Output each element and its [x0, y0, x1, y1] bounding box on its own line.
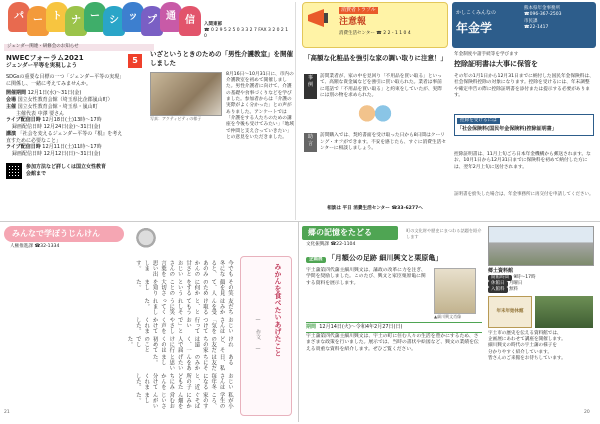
lecture-label: 講演	[6, 130, 17, 137]
pension-box-line: 「社会保険料(国民年金保険料)控除証明書」	[457, 126, 557, 133]
illustration	[355, 103, 395, 129]
hr-banner: みんなで学ぼうじんけん	[4, 226, 124, 242]
history-right-line: 皆さんのご来館をお待ちしています。	[488, 355, 566, 361]
hr-office: 人権推進課	[10, 244, 33, 249]
hand-letter: ー	[84, 2, 106, 32]
history-right-text	[488, 331, 594, 362]
history-right-line: 分かりやすく紹介しています。	[488, 349, 552, 355]
topic-title: 「月額公の足跡 細川興文と栗原亀」	[327, 254, 443, 262]
archive1-label: 録画配信日時	[12, 124, 43, 131]
partnership-section	[4, 2, 296, 220]
advice-body: 訪問購入では、契約書面を受け取った日から8日間はクーリング・オフができます。不安を感じたら、すぐに消費生活センターに相談しましょう。	[320, 133, 446, 152]
essay-paragraph: 今でも冬になると、あのみかんの甘さとおじいさんの言葉を思い出します。	[134, 260, 233, 277]
essay-paragraph: ある日、私は友だちにそのみかんをあげたいと思いました。	[151, 354, 233, 372]
period-label: 開催期間	[6, 90, 27, 97]
hours-label: 開館時間	[488, 275, 512, 281]
case-label: 事例	[304, 74, 317, 99]
garden-photo	[535, 296, 593, 328]
consumer-headline: 「高額な化粧品を強引な家の調い取りに注意！」	[304, 54, 447, 62]
plaque-text: 年末年始休館	[496, 308, 524, 314]
author-portrait	[130, 228, 162, 256]
admission-label: 入館料	[488, 287, 508, 293]
forum-subtitle: ジェンダー平等を実現しよう	[6, 63, 78, 70]
pension-phone: ☎096-367-2503	[524, 12, 562, 18]
pension-headline-small: 年金制度や諸手続等を学びます	[454, 52, 519, 57]
hand-letter: ッ	[122, 2, 144, 32]
pension-box-body: 控除証明書は、11月上旬ごろ日本年金機構から郵送されます。なお、10月1日から12月31日までに保険料を初めて納付した方には、翌年2月上旬に送付されます。	[454, 152, 591, 170]
photo-caption: 写真：アクティビティの様子	[150, 115, 202, 121]
hr-phone: ☎32-1334	[34, 244, 60, 249]
pension-body: その年の1月1日から12月31日までに納付した国民年金保険料は、社会保険料控除の対象になります。控除を受けるには、年末調整や確定申告の際に控除証明書を添付または提示する必要があります。	[454, 74, 594, 99]
history-body2: 宇土藩第四代藩主細川興文は、宇土の町に住む人々の生活を豊かにするため、さまざまな政策を行いました。展示では、当時の書状や絵図など、興文の業績を伝える貴重な資料を紹介します。ぜひご覧ください。	[306, 334, 479, 352]
museum-photo	[488, 226, 594, 266]
contact-note: 参加方法など詳しくは国立女性教育会館まで	[26, 164, 107, 177]
pension-org: 熊本県年金事務所	[524, 6, 560, 11]
consumer-footer: 相談は 平日 消費生活センター ☎33-6277へ	[327, 206, 423, 211]
pension-headline: 控除証明書は大事に保管を	[454, 60, 538, 68]
history-body1: 宇土藩第四代藩主細川興文は、藩政の改革に力を注ぎ、学問を奨励しました。このたび、興文と家臣栗原亀に関する資料を展示します。	[306, 268, 426, 286]
closed-value: 月曜日	[508, 280, 523, 286]
pension-box-title: 控除を受けるには	[457, 118, 500, 124]
consumer-alert: 注意報	[339, 17, 367, 27]
live1-label: ライブ配信日時	[6, 117, 41, 124]
hours-value: 9時〜17時	[513, 274, 536, 280]
essay-paragraph: おじいさんは「気をつけて行っておいで」とやさしく声をかけてくれました。	[134, 316, 233, 334]
period-value: 12月1日(水)〜31日(金)	[27, 90, 82, 97]
hand-letter: パ	[8, 2, 30, 32]
pension-phone2: ☎22-1417	[524, 24, 549, 30]
sdg-number: 5	[132, 55, 138, 65]
period-value-2: 12月14日(火)〜令和4年2月27日(日)	[319, 324, 403, 330]
history-section	[302, 226, 596, 418]
hand-letter: 通	[160, 2, 182, 32]
sdg-badge	[128, 54, 142, 68]
live2-value: 12月11日(土)11時〜17時	[42, 144, 102, 151]
page-number-left: 21	[4, 410, 10, 415]
article-photo	[150, 72, 222, 116]
consumer-tag: 消費者トラブル	[341, 7, 376, 13]
period-label-2: 期間	[306, 324, 317, 330]
page-number-right: 20	[584, 410, 590, 415]
case-body: 訪問業者が、家の中を見回り「不用品を買い取る」といって、高額な貴金属などを強引に買い取られた。業者は事前に電話で「不用品を買い取る」と約束をしていたが、実際には別の物を求められた。	[320, 74, 442, 99]
history-right-line: 宇土市の歴史を伝える資料館では、	[488, 330, 562, 336]
consumer-phone: ☎ 2 2 - 1 1 0 4	[376, 31, 411, 36]
essay-paragraph: けれど、その友だちの家は遠く、一人で届けに行くのは初めてのことでした。	[126, 335, 233, 353]
live2-label: ライブ配信日時	[6, 144, 41, 151]
contact-phone: ☎ 0 2 9 5 2 5 0 3 3 2 7 FAX 3 2 0 2 1 0	[204, 28, 289, 40]
history-note: 町の文化財や歴史にまつわる話題を紹介します	[406, 228, 482, 239]
history-office: 文化振興課	[306, 242, 329, 247]
hand-letter: 信	[179, 6, 201, 36]
history-right-line: 企画展にあわせて講座を開催します。	[488, 337, 566, 343]
lecture-value: 「社会を変えるジェンダー平等の『根』を考え直すために必要なこと」	[6, 130, 123, 144]
archive2-label: 録画配信日時	[12, 151, 43, 158]
admission-value: 無料	[508, 286, 518, 292]
history-phone: ☎22-1104	[330, 242, 356, 247]
forum-body: SDGsの重要な目標の一つ「ジェンダー平等の実現」に関係し、一緒に考えてみませんか。	[6, 73, 122, 87]
logo-text: 入間東部	[204, 22, 222, 27]
museum-title: 郷土資料館	[488, 268, 514, 274]
essay-title: みかんを食べたいあげたこと	[274, 263, 282, 357]
archive1-value: 12月24日(金)〜31日(金)	[43, 124, 101, 131]
divider	[0, 221, 600, 222]
qr-code-icon	[6, 163, 22, 179]
portrait-image	[434, 268, 476, 314]
hand-letter: ー	[27, 6, 49, 36]
pension-office: 市民課	[524, 18, 538, 24]
gutter	[298, 222, 299, 422]
closed-label: 休館日	[488, 281, 508, 287]
consumer-office: 消費生活センター	[339, 31, 375, 36]
article-body-a: 8月16日〜10月31日に、市内の介護教室を初めて開催しました。男性介護者に向けて、介護の基礎や食事づくりなどを学びました。参加者からは「介護の実際がよく分かった」との声がありました。アンケートでは「介護をする人たちのための講座を今後も受けてみたい」「地域で仲間と支え合っていきたい」との意見をいただきました。	[226, 71, 294, 140]
venue-label: 会場	[6, 97, 17, 104]
host-label: 主催	[6, 103, 17, 110]
hand-letter: シ	[103, 6, 125, 36]
essay-column	[8, 260, 234, 410]
live1-value: 12月18日(土)13時〜17時	[42, 117, 102, 124]
essay-paragraph: 友だちはみかんを受け取ると、とてもうれしそうに笑ってくれました。	[143, 297, 233, 315]
venue-value: 国立女性教育会館（埼玉県比企郡嵐山町）	[17, 97, 113, 104]
hand-letter: プ	[141, 6, 163, 36]
archive2-value: 12月12日(日)〜31日(金)	[43, 151, 101, 158]
history-right-line: 細川興文の時代の宇土藩の様子を	[488, 343, 557, 349]
article-title: いざというときのための「男性介護教室」を開催しました	[150, 50, 293, 67]
essay-paragraph: おじいさんは毎年冬になると、近所の子どもたちにみかんを分けてくれました。	[134, 373, 233, 391]
forum-title: NWECフォーラム2021	[6, 54, 84, 62]
advice-label: 助言	[304, 133, 317, 152]
hand-letter: ナ	[65, 6, 87, 36]
section-label: ジェンダー関連・研修会のお知らせ	[4, 44, 154, 51]
essay-paragraph: 私が小学生のころ、家のすぐそばにみかん畑を営むおじいさんがいました。	[134, 392, 233, 409]
portrait-caption: ▲細川興文肖像	[434, 314, 462, 319]
history-banner: 郷の記憶をたどる	[302, 226, 398, 240]
essay-paragraph: その笑顔を見て、人のために何かをするということの大切さを知りました。	[134, 278, 233, 296]
host-value: 国立女性教育会館・埼玉県・嵐山町	[17, 103, 98, 110]
essay-author: — 作文 —	[255, 317, 261, 353]
pension-note: 証明書を紛失した場合は、年金事務所に再交付を申請してください。	[454, 192, 594, 197]
consumer-section	[302, 2, 448, 220]
plaque-image	[488, 296, 532, 328]
host-extra: 主催代表 中澤 要さん	[16, 110, 65, 117]
pension-title: 年金学	[456, 21, 493, 35]
pension-section	[452, 2, 596, 220]
topic-label: 企画展	[306, 257, 326, 263]
human-rights-section	[4, 226, 296, 418]
megaphone-icon	[306, 7, 336, 29]
hand-letter: ト	[46, 2, 68, 32]
pension-title-small: かしこくみんなの	[456, 10, 497, 16]
